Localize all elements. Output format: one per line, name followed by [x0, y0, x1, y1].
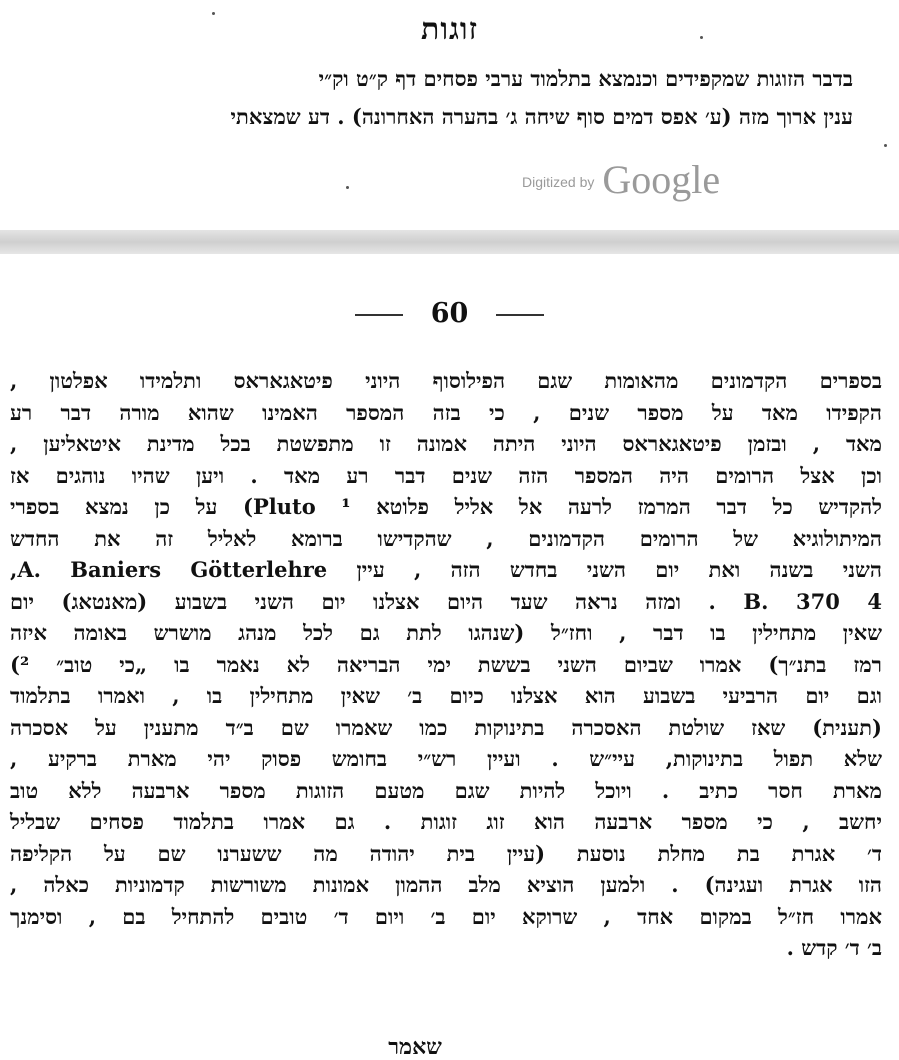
scan-speck	[212, 12, 215, 15]
scan-speck	[700, 36, 703, 39]
page-number	[0, 298, 899, 329]
digitized-watermark	[522, 150, 720, 200]
scan-speck	[884, 144, 887, 147]
text-line: בספרים הקדמונים מהאומות שגם הפילוסוף היוני פיטאגאראס ותלמידו אפלטון ,	[10, 368, 882, 393]
text-line: בדבר הזוגות שמקפידים וכנמצא בתלמוד ערבי פסחים דף ק״ט וק״י	[318, 66, 853, 91]
page-separator	[0, 230, 899, 254]
text-line: ד׳ אגרת בת מחלת נוסעת (עיין בית יהודה מה ששערנו שם על הקליפה	[10, 840, 882, 866]
text-line: הקפידו מאד על מספר שנים , כי בזה המספר האמינו שהוא מורה דבר רע	[10, 399, 882, 425]
section-title: זוגות	[421, 12, 478, 47]
text-line: שלא תפול בתינוקות, עיי״ש . ועיין רש״י בחומש פסוק יהי מארת ברקיע ,	[10, 746, 882, 771]
text-line: ענין ארוך מזה (ע׳ אפס דמים סוף שיחה ג׳ בהערה האחרונה) . דע שמצאתי	[230, 104, 853, 129]
text-line: להקדיש כל דבר המרמז לרעה אל אליל פלוטא Pluto ¹) על כן נמצא בספרי	[10, 494, 882, 519]
text-line: יחשב , כי מספר ארבעה הוא זוג זוגות . גם אמרו בתלמוד פסחים שבליל	[10, 809, 882, 834]
text-line: ב׳ ד׳ קדש .	[786, 935, 882, 960]
dash-right	[496, 314, 544, 316]
text-line: השני בשנה ואת יום השני בחדש הזה , עיין A. Baniers Götterlehre,	[10, 557, 883, 582]
scan-speck	[346, 186, 349, 189]
text-line: הזו אגרת ועגינה) . ולמען הוציא מלב ההמון אמונות משורשות קדמוניות כאלה ,	[10, 872, 882, 897]
text-line: 4 B. 370 . ומזה נראה שעד היום אצלנו יום השני בשבוע (מאנטאג) יום	[10, 588, 882, 614]
text-line: המיתולוגיא של הרומים הקדמונים , שהקדישו ברומא לאליל זה את החדש	[10, 525, 882, 551]
dash-left	[355, 314, 403, 316]
page-body-text	[10, 365, 882, 964]
text-line: מאד , ובזמן פיטאגאראס היוני היתה אמונה זו מתפשטת בכל מדינת איטאליען ,	[10, 431, 882, 456]
text-line: אמרו חז״ל במקום אחד , שרוקא יום ב׳ ויום ד׳ טובים להתחיל בם , וסימנך	[10, 903, 882, 929]
cut-off-next-line: שאמר	[388, 1034, 442, 1060]
text-line: מארת חסר כתיב . ויוכל להיות שגם מטעם הזוגות מספר ארבעה ללא טוב	[10, 777, 882, 803]
text-line: וגם יום הרביעי בשבוע הוא אצלנו כיום ב׳ שאין מתחילין בו , ואמרו בתלמוד	[10, 683, 882, 708]
watermark-caption: Digitized by	[522, 174, 595, 190]
text-line: שאין מתחילין בו דבר , וחז״ל (שנהגו לתת גם לכל מנהג מושרש באומה איזה	[10, 620, 882, 645]
page-number-value: 60	[430, 298, 469, 329]
previous-page-fragment	[0, 0, 899, 230]
text-line: (תענית) שאז שולטת האסכרה בתינוקות כמו שאמרו שם ב״ד מתענין על אסכרה	[10, 714, 882, 740]
text-line: רמז בתנ״ך) אמרו שביום השני בששת ימי הבריאה לא נאמר בו „כי טוב״ ²)	[10, 651, 882, 677]
google-logo: Google	[602, 157, 721, 202]
text-line: וכן אצל הרומים היה המספר הזה שנים דבר רע מאד . ויען שהיו נוהגים אז	[10, 462, 882, 488]
